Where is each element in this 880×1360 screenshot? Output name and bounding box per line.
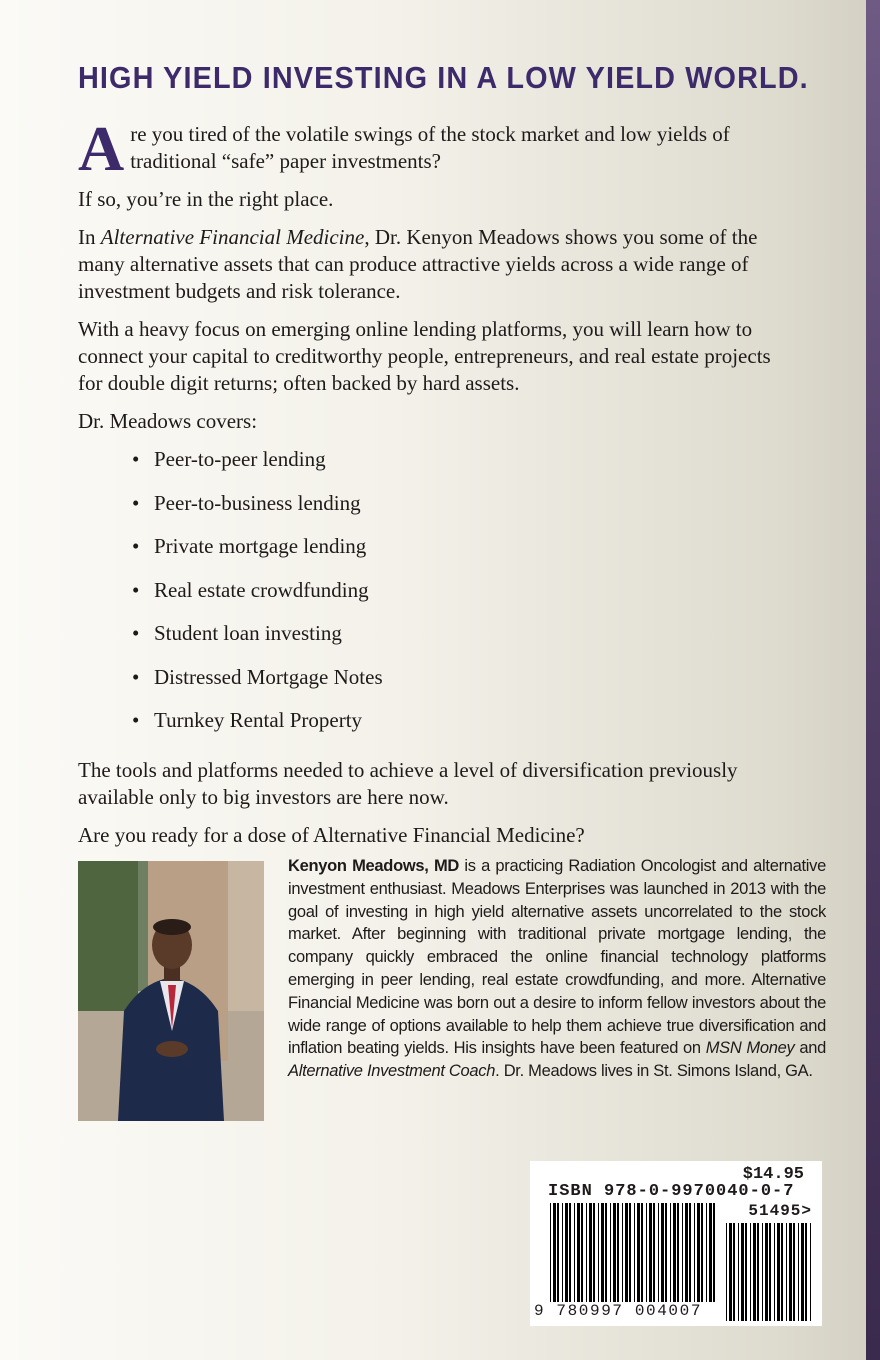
author-photo [78,861,264,1121]
addon-code: 51495> [748,1202,812,1220]
barcode-bar [658,1203,659,1302]
barcode-bar [589,1203,592,1302]
covers-intro: Dr. Meadows covers: [78,409,258,433]
publication-aic: Alternative Investment Coach [288,1062,496,1081]
barcode-bar [574,1203,575,1302]
drop-cap: A [78,113,125,184]
barcode-bar [781,1223,783,1321]
barcode-bar [622,1203,623,1302]
bullet-icon: • [132,534,140,558]
barcode-bar [789,1223,792,1321]
barcode-bar [601,1203,604,1302]
list-item: • Peer-to-business lending [132,490,361,515]
paragraph-right-place: If so, you’re in the right place. [78,187,334,211]
list-item: • Student loan investing [132,621,342,645]
bullet-icon: • [132,447,140,471]
barcode-bar [729,1223,732,1321]
barcode-bar [637,1203,640,1302]
barcode-bar [661,1203,664,1302]
barcode-bar [793,1223,795,1321]
barcode-bar [801,1223,804,1321]
barcode-bar [670,1203,671,1302]
paragraph-prefix: In [78,225,101,249]
barcode-bar [673,1203,676,1302]
barcode-bar [598,1203,599,1302]
paragraph-call-to-action: Are you ready for a dose of Alternative Financial Medicine? [78,822,585,847]
barcode-bar [593,1203,595,1302]
book-title: Alternative Financial Medicine [100,225,365,249]
barcode-bar [769,1223,771,1321]
barcode-bar [565,1203,568,1302]
barcode-bar [577,1203,580,1302]
barcode-bar [550,1203,551,1302]
barcode-bar [701,1203,703,1302]
intro-text: re you tired of the volatile swings of the stock market and low yields of traditional “safe” paper investments? [130,122,730,173]
ean-digits: 9 780997 004007 [534,1302,703,1320]
price: $14.95 [742,1165,804,1184]
barcode-bar [677,1203,679,1302]
paragraph-lending-focus: With a heavy focus on emerging online lending platforms, you will learn how to connect your capital to creditworthy people, entrepreneurs, and real estate projects for double digit returns; often backed by hard assets. [78,317,771,395]
list-item: • Private mortgage lending [132,534,367,558]
barcode-bar [610,1203,611,1302]
barcode-bar [810,1223,811,1321]
barcode-bar [733,1223,735,1321]
list-item: • Turnkey Rental Property [132,708,363,732]
barcode-bar [753,1223,756,1321]
publication-msn: MSN Money [705,1039,795,1058]
bullet-icon: • [132,621,140,645]
barcode-bar [629,1203,631,1302]
barcode-bar [750,1223,751,1321]
isbn: ISBN 978-0-9970040-0-7 [548,1182,795,1201]
barcode-bar [805,1223,807,1321]
list-item: • Distressed Mortgage Notes [132,664,383,689]
barcode-bar [745,1223,747,1321]
bullet-icon: • [132,664,140,689]
barcode-bar [562,1203,563,1302]
spine-color-band [866,0,880,1360]
barcode-bar [634,1203,635,1302]
barcode-bar [706,1203,707,1302]
paragraph-diversification: The tools and platforms needed to achieve a level of diversification previously available only to big investors are here now. [78,757,738,809]
barcode-bar [641,1203,643,1302]
barcode-bar [762,1223,763,1321]
barcode-bar [569,1203,571,1302]
barcode-bar [786,1223,787,1321]
barcode-bar [581,1203,583,1302]
barcode-bar [741,1223,744,1321]
bullet-icon: • [132,577,140,602]
bullet-icon: • [132,490,140,515]
list-item: • Real estate crowdfunding [132,577,369,602]
barcode-bar [689,1203,691,1302]
barcode-bar [553,1203,556,1302]
barcode-bar [726,1223,727,1321]
barcode-bar [665,1203,667,1302]
headline: HIGH YIELD INVESTING IN A LOW YIELD WORLD. [78,60,809,95]
barcode-bar [738,1223,739,1321]
barcode-bar [757,1223,759,1321]
barcode-bar [557,1203,559,1302]
barcode-bar [613,1203,616,1302]
barcode-bar [774,1223,775,1321]
paragraph-suffix: , Dr. Kenyon Meadows shows you some of the many alternative assets that can produce attractive yields across a wide range of investment budgets and risk tolerance. [78,225,758,303]
barcode-bar [765,1223,768,1321]
barcode-bar [798,1223,799,1321]
barcode-bar [682,1203,683,1302]
barcode-bar [685,1203,688,1302]
covers-list [78,446,798,751]
barcode-bar [713,1203,715,1302]
barcode-bar [625,1203,628,1302]
author-portrait-icon [78,861,264,1121]
barcode-bar [649,1203,652,1302]
barcode-bar [694,1203,695,1302]
barcode-bar [586,1203,587,1302]
bullet-icon: • [132,708,140,732]
barcode-bar [617,1203,619,1302]
barcode-bar [709,1203,712,1302]
barcode-bar [646,1203,647,1302]
barcode-box [530,1161,822,1326]
author-name: Kenyon Meadows, MD [288,857,460,875]
description [78,113,798,860]
intro-paragraph [78,113,798,184]
author-bio: Kenyon Meadows, MD is a practicing Radiation Oncologist and alternative investment enthusiast. Meadows Enterprises was launched in 2013 with the goal of investing in high yield alternative assets uncorrelated to the stock market. After beginning with traditional private mortgage lending, the company quickly embraced the online financial technology platforms emerging in peer lending, real estate crowdfunding, and more. Alternative Financial Medicine was born out a desire to inform fellow investors about the wide range of options available to help them achieve true diversification and inflation beating yields. His insights have been featured on MSN Money and Alternative Investment Coach. Dr. Meadows lives in St. Simons Island, GA. [288,857,826,1081]
barcode-bar [777,1223,780,1321]
list-item: • Peer-to-peer lending [132,447,326,471]
barcode-bar [697,1203,700,1302]
barcode-bar [605,1203,607,1302]
paragraph-book-intro [78,224,798,305]
barcode-bar [653,1203,655,1302]
